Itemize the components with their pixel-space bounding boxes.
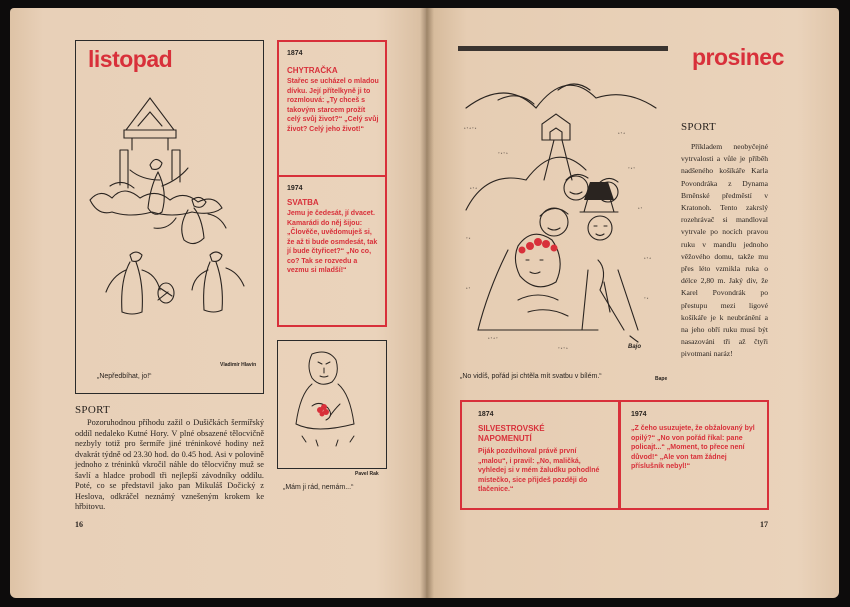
svg-text:° *: ° *: [644, 296, 649, 301]
graveyard-cartoon-illustration: [80, 90, 260, 340]
box-1974-year: 1974: [287, 185, 303, 192]
box-1874-title-right: SILVESTROVSKÉ NAPOMENUTÍ: [478, 424, 545, 443]
svg-text:° *: ° *: [466, 236, 471, 241]
cartoon-signature-right: Bajo: [628, 344, 642, 350]
svg-text:* ° * °: * ° * °: [488, 336, 498, 341]
section-text-left: Pozoruhodnou příhodu zažil o Dušičkách šermířský oddíl nedaleko Kutné Hory. V plné obsazené tělocvičně nezbyly totiž pro šermíře jiné tréninkové hodiny než dvakrát týdně od 23.30 hod. do 0.45 hod. Asi v polovině jednoho z tréninků vkročil náhle do tělocvičny muž se šavlí a hladce probodl tři nejlepší závodníky oddílu. Poté, co se představil jako pan Mikuláš Dočický z Heslova, odkráčel neznámý vznešeným krokem ke hřbitovu.: [75, 418, 264, 511]
box-1874-text-right: Piják pozdvihoval právě první „malou“, i pravil: „No, maličká, vyhledej si v mém žaludku pohodlné místečko, sice přijdeš později do tlačenice.“: [478, 448, 600, 493]
svg-text:* °: * °: [466, 286, 471, 291]
box-1974-text-right: „Z čeho usuzujete, že obžalovaný byl opilý?“ „No von pořád říkal: pane policajt...“ „Moment, to přece není důvod!“ „Ale von tam žádnej příslušník nebyl!“: [631, 425, 755, 470]
section-heading-right: SPORT: [681, 121, 717, 133]
cartoon-credit-left: Vladimír Hlavín: [220, 362, 257, 368]
svg-text:° * ° *: ° * ° *: [498, 151, 508, 156]
section-text-right: Příkladem neobyčejné vytrvalosti a vůle je příběh nadšeného košíkáře Karla Povondráka z Dynama Brněnské předměstí v Kratonoh. Tento zakrslý rozehrávač si mandloval vytrvale po nocích pravou ruku v mandlu jednoho věžového domu, takže mu přes léto vzmikla ruka o délce 2,80 m. Jaký div, že Karel Povondrák po přestupu mezi ligové košíkáře je k neubránění a na jeho obří ruku musí být nasazováni tři až čtyři pivotmani naráz!: [681, 142, 768, 359]
svg-text:° * °: ° * °: [628, 166, 635, 171]
box-1874-text: Stařec se ucházel o mladou dívku. Její přítelkyně ji to rozmlouvá: „Ty chceš s takovým starcem prožít celý svůj život?“ „Celý svůj život? Celý jeho život!“: [287, 78, 379, 133]
box-1874-year: 1874: [287, 50, 303, 57]
book-gutter: [420, 8, 434, 598]
svg-text:* ° * ° *: * ° * ° *: [464, 126, 477, 131]
svg-text:* ° *: * ° *: [644, 256, 651, 261]
cartoon-credit-right: Bape: [655, 376, 668, 382]
month-title-prosinec: prosinec: [692, 44, 784, 70]
month-title-listopad: listopad: [88, 46, 173, 72]
svg-text:* ° *: * ° *: [470, 186, 477, 191]
box-1874-title: CHYTRAČKA: [287, 66, 338, 75]
svg-text:° * ° *: ° * ° *: [558, 346, 568, 351]
cartoon-caption-small: „Mám ji rád, nemám...“: [283, 484, 354, 491]
page-number-right: 17: [760, 520, 768, 529]
box-1874-year-right: 1874: [478, 411, 494, 418]
section-heading-left: SPORT: [75, 404, 111, 416]
top-rule-bar: [458, 46, 668, 51]
cartoon-credit-small: Pavel Rak: [355, 471, 379, 477]
page-number-left: 16: [75, 520, 83, 529]
flower-man-cartoon-illustration: [282, 344, 382, 454]
svg-text:* °: * °: [638, 206, 643, 211]
cartoon-caption-left: „Nepředbíhat, jo!“: [97, 373, 152, 380]
svg-text:* ° *: * ° *: [618, 131, 625, 136]
box-1974-text: Jemu je čedesát, jí dvacet. Kamarádi do něj šijou: „Člověče, uvědomuješ si, že až ti bude osmdesát, tak jí bude čtyřicet?“ „No co, co? Tak se rozvedu a vezmu si mladší!“: [287, 210, 378, 274]
box-1974-year-right: 1974: [631, 411, 647, 418]
snowy-wedding-cartoon-illustration: [458, 60, 670, 360]
box-1974-title: SVATBA: [287, 198, 319, 207]
cartoon-caption-right: „No vidíš, pořád jsi chtěla mít svatbu v bílém.“: [460, 373, 602, 380]
